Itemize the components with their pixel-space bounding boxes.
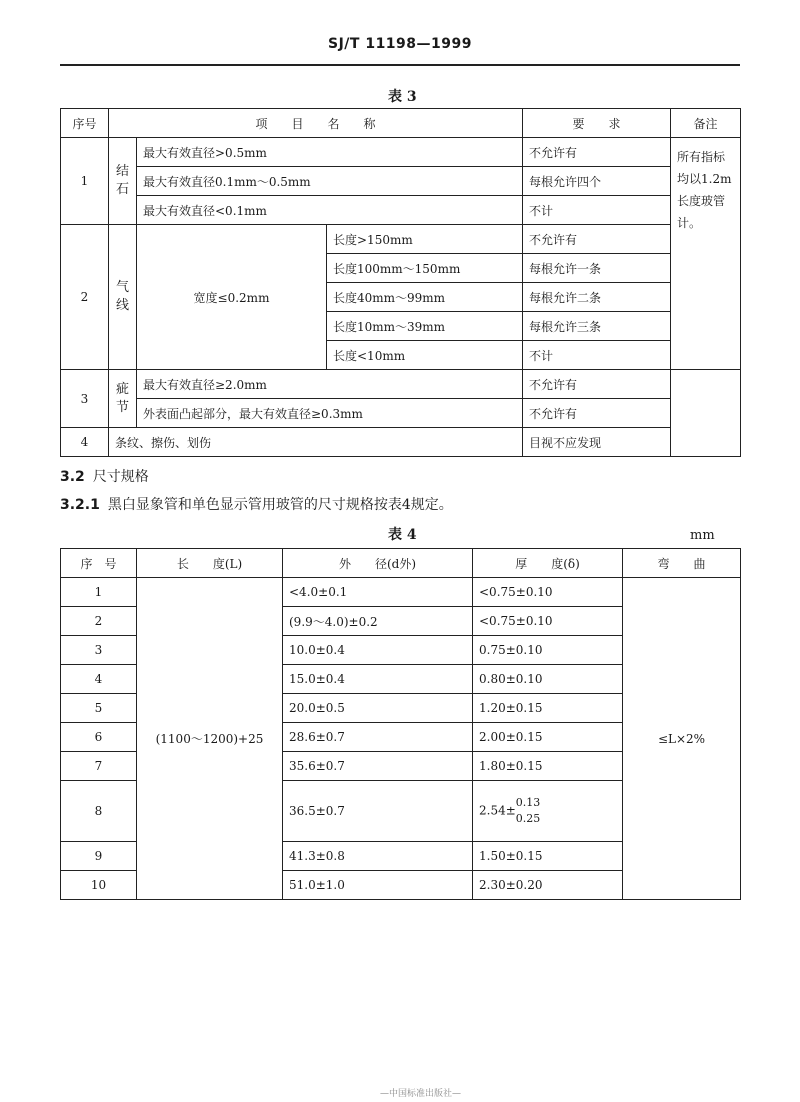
table3-no-4: 4 [61,428,109,457]
table3-req: 不允许有 [523,370,671,399]
table4-no: 5 [61,694,137,723]
table3-header-remark: 备注 [671,109,741,138]
table4-header-od: 外 径(d外) [283,549,473,578]
table4 [60,548,741,900]
table4-no: 3 [61,636,137,665]
table4-thick: <0.75±0.10 [473,578,623,607]
table3-req: 目视不应发现 [523,428,671,457]
table3-item: 外表面凸起部分，最大有效直径≥0.3mm [137,399,523,428]
table3-req: 不计 [523,196,671,225]
table4-thick-tolerance [473,781,623,842]
table-row [61,399,741,428]
thick-lower-tolerance: 0.25 [515,812,541,825]
table3-req: 不允许有 [523,399,671,428]
table4-no: 4 [61,665,137,694]
table4-od: 15.0±0.4 [283,665,473,694]
section-3-2-number: 3.2 [60,469,85,485]
section-3-2 [60,466,149,486]
table4-od: 36.5±0.7 [283,781,473,842]
thick-base: 2.54± [479,803,516,818]
table4-od: (9.9～4.0)±0.2 [283,607,473,636]
table3-item: 长度100mm～150mm [327,254,523,283]
table3-header-no: 序号 [61,109,109,138]
table3-item: 长度10mm～39mm [327,312,523,341]
table4-header-length: 长 度(L) [137,549,283,578]
thick-upper-tolerance: 0.13 [515,796,541,809]
table3-req: 不计 [523,341,671,370]
table3-caption: 表 3 [388,89,417,105]
table4-no: 10 [61,871,137,900]
table4-length-value: (1100～1200)+25 [137,578,283,900]
table4-no: 6 [61,723,137,752]
table3-group-knot: 疵节 [109,370,137,428]
table3-item: 长度>150mm [327,225,523,254]
table4-no: 2 [61,607,137,636]
table4-thick: 0.80±0.10 [473,665,623,694]
table4-od: 10.0±0.4 [283,636,473,665]
table-row [61,225,741,254]
table3-req: 每根允许二条 [523,283,671,312]
table3-req: 每根允许三条 [523,312,671,341]
section-3-2-1-number: 3.2.1 [60,497,100,513]
table4-bend-value: ≤L×2% [623,578,741,900]
table-row [61,167,741,196]
table4-header-bend: 弯 曲 [623,549,741,578]
table3-header-req: 要 求 [523,109,671,138]
table4-od: 28.6±0.7 [283,723,473,752]
table4-header-row [61,549,741,578]
table3-item: 最大有效直径>0.5mm [137,138,523,167]
table3-remark: 所有指标均以1.2m长度玻管计。 [671,138,741,370]
table4-thick: <0.75±0.10 [473,607,623,636]
table3-req: 不允许有 [523,225,671,254]
table3-group-stone: 结石 [109,138,137,225]
table4-thick: 1.80±0.15 [473,752,623,781]
table-row [61,370,741,399]
table3-no-2: 2 [61,225,109,370]
table4-thick: 1.20±0.15 [473,694,623,723]
section-3-2-title: 尺寸规格 [92,469,149,485]
table4-thick: 0.75±0.10 [473,636,623,665]
table3-no-1: 1 [61,138,109,225]
table3-item: 最大有效直径≥2.0mm [137,370,523,399]
table3-no-3: 3 [61,370,109,428]
table3-item: 条纹、擦伤、划伤 [109,428,523,457]
table4-thick: 1.50±0.15 [473,842,623,871]
table-row [61,428,741,457]
table3-remark-empty [671,370,741,457]
table3-group-air-line: 气线 [109,225,137,370]
table4-thick: 2.00±0.15 [473,723,623,752]
table4-no: 8 [61,781,137,842]
table4-caption: 表 4 [388,527,417,543]
table4-od: 20.0±0.5 [283,694,473,723]
table-row [61,196,741,225]
header-rule [60,64,740,66]
table4-header-no: 序 号 [61,549,137,578]
table3-item: 最大有效直径0.1mm～0.5mm [137,167,523,196]
table3-req: 不允许有 [523,138,671,167]
table3-width-label: 宽度≤0.2mm [137,225,327,370]
table3-item: 长度<10mm [327,341,523,370]
table3-req: 每根允许一条 [523,254,671,283]
table4-header-thick: 厚 度(δ) [473,549,623,578]
table-row [61,138,741,167]
table4-no: 1 [61,578,137,607]
table4-od: 41.3±0.8 [283,842,473,871]
table3 [60,108,741,457]
table3-header-row [61,109,741,138]
table4-od: 51.0±1.0 [283,871,473,900]
table4-od: 35.6±0.7 [283,752,473,781]
table3-req: 每根允许四个 [523,167,671,196]
table4-od: <4.0±0.1 [283,578,473,607]
page-footer: —中国标准出版社— [380,1089,462,1099]
table3-item: 长度40mm～99mm [327,283,523,312]
table-row [61,578,741,607]
table4-unit: mm [690,528,715,543]
table4-no: 9 [61,842,137,871]
page-header: SJ/T 11198—1999 [328,36,472,52]
table3-header-item: 项 目 名 称 [109,109,523,138]
section-3-2-1-text: 黑白显象管和单色显示管用玻管的尺寸规格按表4规定。 [107,497,453,513]
section-3-2-1 [60,494,453,514]
table3-item: 最大有效直径<0.1mm [137,196,523,225]
table4-no: 7 [61,752,137,781]
table4-thick: 2.30±0.20 [473,871,623,900]
